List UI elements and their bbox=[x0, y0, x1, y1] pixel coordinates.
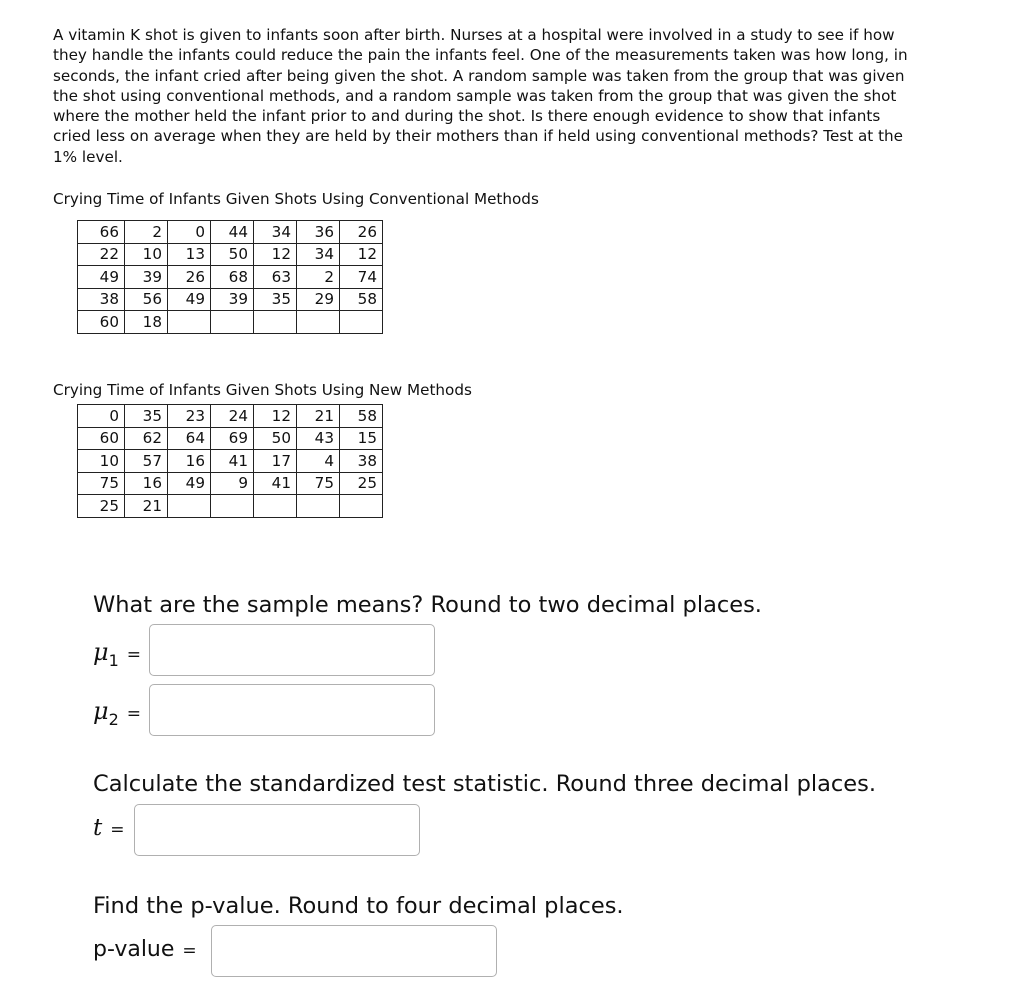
table-cell: 26 bbox=[168, 266, 211, 289]
table-cell: 50 bbox=[211, 243, 254, 266]
table-cell: 0 bbox=[78, 405, 125, 428]
table-row bbox=[78, 288, 383, 311]
table-cell: 12 bbox=[254, 405, 297, 428]
table-row bbox=[78, 405, 383, 428]
table-cell: 58 bbox=[340, 405, 383, 428]
table-cell bbox=[297, 311, 340, 334]
table-cell: 25 bbox=[340, 472, 383, 495]
table-cell: 49 bbox=[168, 288, 211, 311]
table-cell: 4 bbox=[297, 450, 340, 473]
table-cell: 24 bbox=[211, 405, 254, 428]
table-cell bbox=[254, 311, 297, 334]
table-cell: 49 bbox=[168, 472, 211, 495]
table-cell: 56 bbox=[125, 288, 168, 311]
table-cell bbox=[211, 311, 254, 334]
table-row bbox=[78, 266, 383, 289]
table-cell: 35 bbox=[254, 288, 297, 311]
table-cell: 13 bbox=[168, 243, 211, 266]
table-cell: 50 bbox=[254, 427, 297, 450]
new-methods-table bbox=[77, 404, 383, 518]
table-cell: 68 bbox=[211, 266, 254, 289]
table-cell: 15 bbox=[340, 427, 383, 450]
table-row bbox=[78, 427, 383, 450]
problem-statement: A vitamin K shot is given to infants soon after birth. Nurses at a hospital were involved in a study to see if how they handle the infants could reduce the pain the infants feel. One of the measurements taken was how long, in seconds, the infant cried after being given the shot. A random sample was taken from the group that was given the shot using conventional methods, and a random sample was taken from the group that was given the shot where the mother held the infant prior to and during the shot. Is there enough evidence to show that infants cried less on average when they are held by their mothers than if held using conventional methods? Test at the 1% level. bbox=[53, 26, 908, 166]
mu1-label: $\mu_1$ = bbox=[93, 638, 142, 670]
table-cell: 64 bbox=[168, 427, 211, 450]
table-cell: 22 bbox=[78, 243, 125, 266]
table-cell: 21 bbox=[125, 495, 168, 518]
p-value-input[interactable] bbox=[211, 925, 497, 977]
table-cell: 75 bbox=[78, 472, 125, 495]
table-cell: 34 bbox=[254, 221, 297, 244]
table-cell: 12 bbox=[340, 243, 383, 266]
table-cell: 26 bbox=[340, 221, 383, 244]
table-cell: 60 bbox=[78, 427, 125, 450]
table-cell bbox=[168, 311, 211, 334]
sample-means-question: What are the sample means? Round to two decimal places. bbox=[93, 592, 762, 618]
table-cell: 39 bbox=[125, 266, 168, 289]
table-cell: 9 bbox=[211, 472, 254, 495]
table-cell: 49 bbox=[78, 266, 125, 289]
table-cell: 74 bbox=[340, 266, 383, 289]
table-cell: 62 bbox=[125, 427, 168, 450]
table-cell: 29 bbox=[297, 288, 340, 311]
table-cell bbox=[168, 495, 211, 518]
table-row bbox=[78, 450, 383, 473]
table-cell: 2 bbox=[125, 221, 168, 244]
table-row bbox=[78, 495, 383, 518]
table-cell: 2 bbox=[297, 266, 340, 289]
table-cell: 21 bbox=[297, 405, 340, 428]
table1-caption: Crying Time of Infants Given Shots Using Conventional Methods bbox=[53, 190, 539, 208]
table-cell bbox=[211, 495, 254, 518]
table-cell: 10 bbox=[125, 243, 168, 266]
p-value-label: p-value = bbox=[93, 937, 197, 962]
table-cell: 69 bbox=[211, 427, 254, 450]
table-cell: 44 bbox=[211, 221, 254, 244]
table-cell: 34 bbox=[297, 243, 340, 266]
table-cell: 12 bbox=[254, 243, 297, 266]
conventional-methods-table bbox=[77, 220, 383, 334]
t-statistic-input[interactable] bbox=[134, 804, 420, 856]
table-cell: 66 bbox=[78, 221, 125, 244]
table-row bbox=[78, 311, 383, 334]
mu2-input[interactable] bbox=[149, 684, 435, 736]
mu2-symbol: $\mu_2$ bbox=[93, 697, 119, 729]
table-cell: 16 bbox=[125, 472, 168, 495]
table-cell: 38 bbox=[78, 288, 125, 311]
table-cell: 23 bbox=[168, 405, 211, 428]
table-row bbox=[78, 472, 383, 495]
test-statistic-question: Calculate the standardized test statistic. Round three decimal places. bbox=[93, 771, 876, 797]
table-cell: 57 bbox=[125, 450, 168, 473]
table-cell: 25 bbox=[78, 495, 125, 518]
table-cell: 41 bbox=[211, 450, 254, 473]
table-cell: 58 bbox=[340, 288, 383, 311]
table-cell: 60 bbox=[78, 311, 125, 334]
table-cell: 0 bbox=[168, 221, 211, 244]
table-cell: 36 bbox=[297, 221, 340, 244]
table-cell: 17 bbox=[254, 450, 297, 473]
table-row bbox=[78, 221, 383, 244]
table-cell: 38 bbox=[340, 450, 383, 473]
table-cell: 18 bbox=[125, 311, 168, 334]
table-cell bbox=[340, 311, 383, 334]
table-cell: 41 bbox=[254, 472, 297, 495]
t-label: t = bbox=[93, 815, 125, 841]
table-cell: 39 bbox=[211, 288, 254, 311]
table-cell: 75 bbox=[297, 472, 340, 495]
table-cell: 63 bbox=[254, 266, 297, 289]
table-cell bbox=[254, 495, 297, 518]
table-cell bbox=[340, 495, 383, 518]
table2-caption: Crying Time of Infants Given Shots Using New Methods bbox=[53, 381, 472, 399]
table-cell: 43 bbox=[297, 427, 340, 450]
mu1-input[interactable] bbox=[149, 624, 435, 676]
table-cell: 10 bbox=[78, 450, 125, 473]
table-row bbox=[78, 243, 383, 266]
mu1-symbol: $\mu_1$ bbox=[93, 638, 119, 670]
p-value-question: Find the p-value. Round to four decimal places. bbox=[93, 893, 624, 919]
table-cell: 16 bbox=[168, 450, 211, 473]
table-cell: 35 bbox=[125, 405, 168, 428]
mu2-label: $\mu_2$ = bbox=[93, 697, 142, 729]
table-cell bbox=[297, 495, 340, 518]
